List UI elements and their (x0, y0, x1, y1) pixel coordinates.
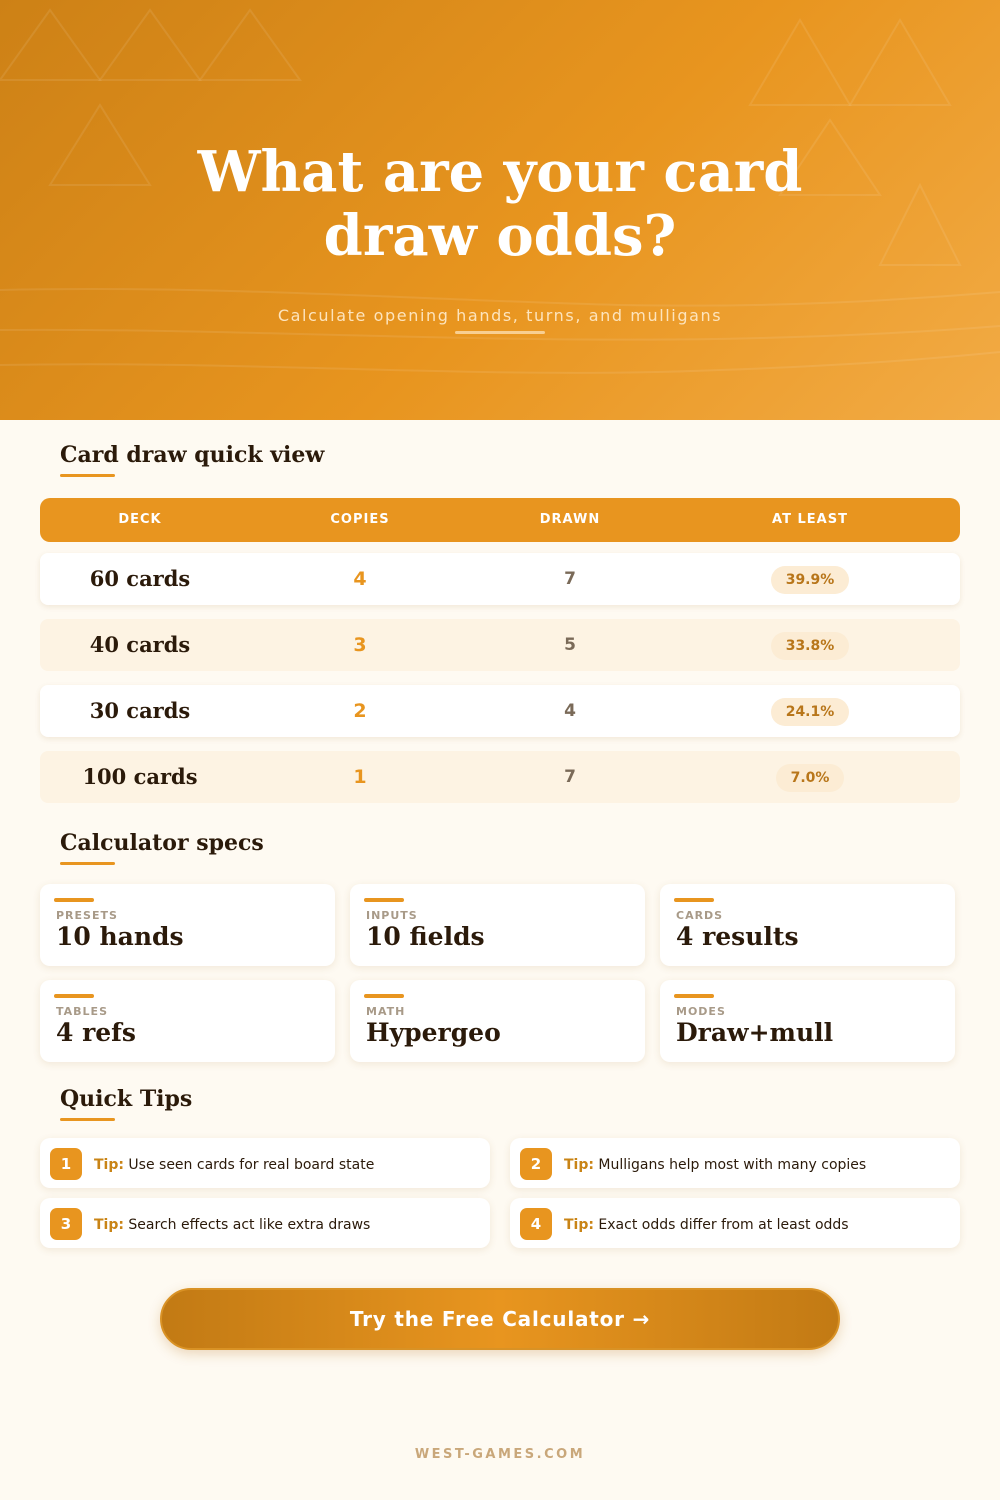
hero-title (0, 140, 1000, 268)
drawn-cell: 4 (564, 701, 576, 721)
deck-size-cell: 100 cards (82, 764, 198, 789)
drawn-cell: 5 (564, 635, 576, 655)
column-header-copies: COPIES (330, 512, 390, 527)
spec-card-math (350, 980, 645, 1062)
spec-accent-bar (364, 898, 404, 902)
table-row (40, 619, 960, 671)
copies-cell: 1 (353, 766, 367, 788)
drawn-cell: 7 (564, 767, 576, 787)
copies-cell: 2 (353, 700, 367, 722)
tip-card (40, 1198, 490, 1248)
table-row (40, 553, 960, 605)
tip-number-badge: 1 (50, 1148, 82, 1180)
tip-text (94, 1198, 370, 1250)
spec-accent-bar (674, 994, 714, 998)
tip-card (510, 1138, 960, 1188)
spec-card-cards (660, 884, 955, 966)
spec-card-tables (40, 980, 335, 1062)
tip-text (94, 1138, 374, 1190)
tip-text (564, 1138, 866, 1190)
tips-title: Quick Tips (60, 1086, 193, 1112)
column-header-drawn: DRAWN (539, 512, 601, 527)
column-header-at-least: AT LEAST (772, 512, 848, 527)
spec-value: 4 results (676, 922, 799, 951)
tip-number-badge: 3 (50, 1208, 82, 1240)
spec-card-inputs (350, 884, 645, 966)
tip-card (40, 1138, 490, 1188)
tip-card (510, 1198, 960, 1248)
tip-prefix: Tip: (564, 1217, 594, 1233)
tip-number-badge: 4 (520, 1208, 552, 1240)
odds-table-header (40, 498, 960, 542)
hero-banner (0, 0, 1000, 420)
tip-body: Use seen cards for real board state (128, 1157, 375, 1173)
spec-value: Draw+mull (676, 1018, 834, 1047)
at-least-odds-badge: 24.1% (771, 698, 850, 726)
spec-value: 10 hands (56, 922, 184, 951)
spec-value: 4 refs (56, 1018, 137, 1047)
hero-title-line-1: What are your card (197, 139, 803, 205)
tip-body: Exact odds differ from at least odds (598, 1217, 849, 1233)
spec-label: MATH (366, 1005, 406, 1018)
spec-card-modes (660, 980, 955, 1062)
specs-title-underline (60, 862, 115, 865)
spec-label: PRESETS (56, 909, 118, 922)
at-least-odds-badge: 33.8% (771, 632, 850, 660)
spec-accent-bar (54, 994, 94, 998)
quick-view-title-underline (60, 474, 115, 477)
tips-title-underline (60, 1118, 115, 1121)
tip-number-badge: 2 (520, 1148, 552, 1180)
drawn-cell: 7 (564, 569, 576, 589)
tip-prefix: Tip: (94, 1217, 124, 1233)
copies-cell: 4 (353, 568, 367, 590)
spec-accent-bar (674, 898, 714, 902)
hero-divider (455, 331, 545, 334)
copies-cell: 3 (353, 634, 367, 656)
spec-accent-bar (54, 898, 94, 902)
deck-size-cell: 30 cards (89, 698, 191, 723)
spec-card-presets (40, 884, 335, 966)
hero-subtitle: Calculate opening hands, turns, and mulligans (277, 306, 723, 325)
tip-text (564, 1198, 849, 1250)
tip-body: Mulligans help most with many copies (598, 1157, 867, 1173)
spec-label: INPUTS (366, 909, 418, 922)
at-least-odds-badge: 39.9% (771, 566, 850, 594)
table-row (40, 751, 960, 803)
deck-size-cell: 40 cards (89, 632, 191, 657)
table-row (40, 685, 960, 737)
tip-prefix: Tip: (94, 1157, 124, 1173)
tip-prefix: Tip: (564, 1157, 594, 1173)
deck-size-cell: 60 cards (89, 566, 191, 591)
at-least-odds-badge: 7.0% (776, 764, 845, 792)
hero-title-line-2: draw odds? (323, 203, 677, 269)
spec-label: CARDS (676, 909, 724, 922)
specs-title: Calculator specs (60, 830, 264, 856)
spec-accent-bar (364, 994, 404, 998)
spec-label: TABLES (56, 1005, 108, 1018)
quick-view-title: Card draw quick view (60, 442, 325, 468)
footer-site-link[interactable]: WEST-GAMES.COM (414, 1447, 586, 1462)
spec-value: Hypergeo (366, 1018, 501, 1047)
tip-body: Search effects act like extra draws (128, 1217, 371, 1233)
spec-value: 10 fields (366, 922, 485, 951)
column-header-deck: DECK (118, 512, 162, 527)
spec-label: MODES (676, 1005, 726, 1018)
try-calculator-button[interactable]: Try the Free Calculator → (160, 1288, 840, 1350)
